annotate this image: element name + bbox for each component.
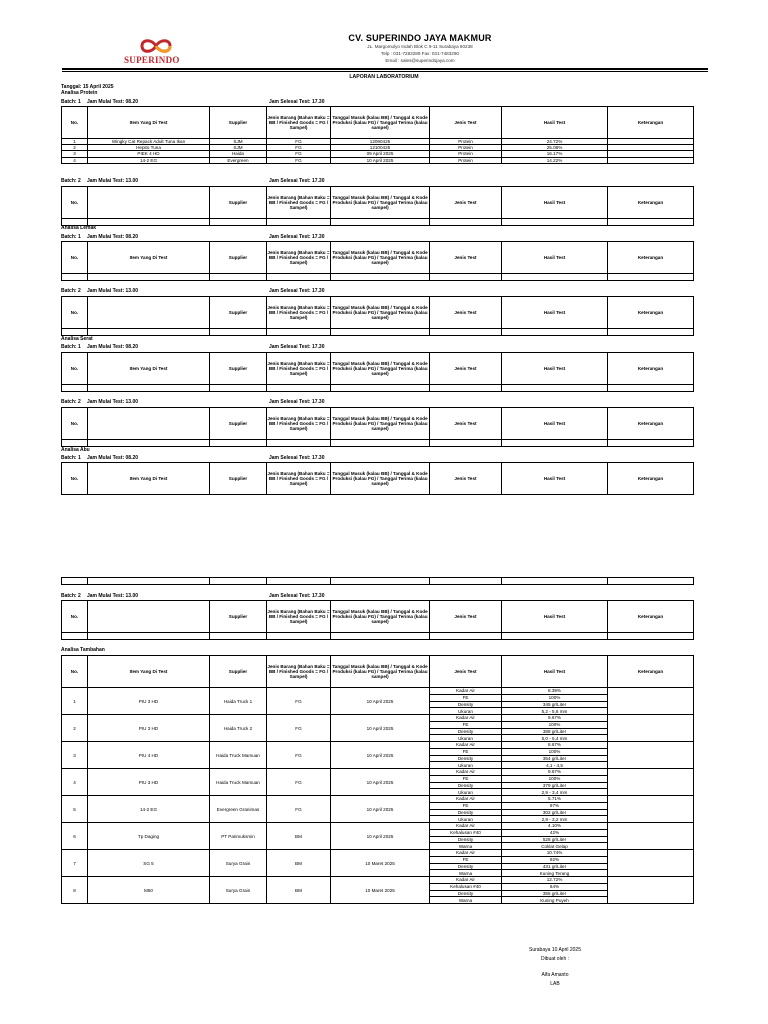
batch-label: Batch: 1 (61, 99, 81, 105)
cell-test: Density (430, 863, 502, 870)
batch-start: Jam Mulai Test: 13.00 (87, 593, 139, 599)
cell-ket (608, 796, 694, 823)
cell-test: FE (430, 802, 502, 809)
cell-supplier: Haida (210, 151, 267, 157)
cell-no: 7 (62, 850, 88, 877)
cell-hasil: 2,9 - 3,4 mm (502, 789, 608, 796)
signature-made-by: Dibuat oleh : (540, 955, 570, 962)
cell-hasil: 2,9 - 3,2 mm (502, 816, 608, 823)
col-jenis-test: Jenis Test (430, 463, 502, 495)
cell-tanggal: 10 Maret 2025 (331, 850, 430, 877)
col-jenis-barang: Jenis Barang (Bahan Baku = BB / Finished Goods = FG / Sampel) (267, 107, 331, 139)
report-title: LAPORAN LABORATORIUM (349, 74, 419, 80)
col-jenis-barang: Jenis Barang (Bahan Baku = BB / Finished Goods = FG / Sampel) (267, 601, 331, 633)
lemak-batch2-table (61, 296, 694, 336)
cell-test: FE (430, 748, 502, 755)
cell-hasil: 97% (502, 802, 608, 809)
header-divider-thin (62, 71, 708, 72)
col-no: No. (62, 656, 88, 688)
empty-row (62, 633, 694, 640)
company-address: JL. Margomulyo Indah Blok C 9-11 Surabaya 60238 (367, 44, 473, 49)
cell-jenis: FG (267, 742, 331, 769)
cell-item: PIU 3 HD (88, 688, 210, 715)
col-hasil-test: Hasil Test (502, 242, 608, 274)
cell-supplier: Surya Grain (210, 877, 267, 904)
cell-hasil: 14.22% (502, 157, 608, 163)
cell-hasil: 25.08% (502, 145, 608, 151)
cell-test: Warna (430, 870, 502, 877)
cell-test: Density (430, 782, 502, 789)
col-jenis-barang: Jenis Barang (Bahan Baku = BB / Finished Goods = FG / Sampel) (267, 187, 331, 219)
col-item: Item Yang Di Test (88, 353, 210, 385)
col-item (88, 601, 210, 633)
cell-jenis: FG (267, 715, 331, 742)
batch-start: Jam Mulai Test: 08.20 (87, 99, 139, 105)
cell-hasil: Coklat Gelap (502, 843, 608, 850)
cell-no: 3 (62, 742, 88, 769)
empty-row (62, 385, 694, 392)
col-hasil-test: Hasil Test (502, 408, 608, 440)
cell-test: FE (430, 694, 502, 701)
company-header (300, 33, 540, 64)
col-keterangan: Keterangan (608, 242, 694, 274)
batch-label: Batch: 2 (61, 178, 81, 184)
cell-test: Kadar Air (430, 796, 502, 803)
abu-batch2-table (61, 600, 694, 640)
cell-hasil: 100% (502, 775, 608, 782)
company-name: CV. SUPERINDO JAYA MAKMUR (348, 33, 492, 43)
cell-no: 1 (62, 688, 88, 715)
cell-tanggal: 09 April 2025 (331, 151, 430, 157)
col-supplier: Supplier (210, 601, 267, 633)
cell-tanggal: 10 April 2025 (331, 769, 430, 796)
cell-hasil: 5.71% (502, 796, 608, 803)
cell-jenis: BM (267, 850, 331, 877)
section-serat: Analisa Serat (61, 336, 93, 342)
col-supplier: Supplier (210, 242, 267, 274)
cell-supplier: Haida Truck 1 (210, 688, 267, 715)
cell-no: 1 (62, 139, 88, 145)
cell-hasil: 379 gr/Liter (502, 782, 608, 789)
table-row (62, 688, 694, 695)
col-no: No. (62, 297, 88, 329)
cell-ket (608, 742, 694, 769)
empty-row (62, 219, 694, 226)
cell-no: 4 (62, 157, 88, 163)
col-jenis-barang: Jenis Barang (Bahan Baku = BB / Finished Goods = FG / Sampel) (267, 242, 331, 274)
col-jenis-barang: Jenis Barang (Bahan Baku = BB / Finished Goods = FG / Sampel) (267, 408, 331, 440)
col-supplier: Supplier (210, 408, 267, 440)
col-no: No. (62, 353, 88, 385)
cell-test: Warna (430, 897, 502, 904)
signature-name: Alfa Amanto (541, 972, 569, 978)
col-no: No. (62, 187, 88, 219)
col-tanggal: Tanggal Masuk (kalau BB) / Tanggal & Kode Produksi (kalau FG) / Tanggal Terima (kalau sampel) (331, 601, 430, 633)
logo-text: SUPERINDO (124, 55, 180, 65)
cell-hasil: 8.39% (502, 688, 608, 695)
cell-test: Protein (430, 139, 502, 145)
batch-end: Jam Selesai Test: 17.30 (269, 455, 325, 461)
cell-hasil: 24.72% (502, 139, 608, 145)
cell-supplier: Haida Truck Mamuan (210, 742, 267, 769)
cell-hasil: 302 gr/Liter (502, 809, 608, 816)
batch-label: Batch: 1 (61, 455, 81, 461)
batch-label: Batch: 2 (61, 399, 81, 405)
cell-tanggal: 12100425 (331, 145, 430, 151)
abu-continuation-table (61, 577, 694, 585)
col-jenis-test: Jenis Test (430, 353, 502, 385)
cell-jenis: BM (267, 823, 331, 850)
cell-tanggal: 10 April 2025 (331, 688, 430, 715)
col-tanggal: Tanggal Masuk (kalau BB) / Tanggal & Kode Produksi (kalau FG) / Tanggal Terima (kalau sampel) (331, 408, 430, 440)
lemak-batch1-table (61, 241, 694, 281)
company-logo (112, 36, 200, 70)
cell-supplier: SJM (210, 139, 267, 145)
col-tanggal: Tanggal Masuk (kalau BB) / Tanggal & Kode Produksi (kalau FG) / Tanggal Terima (kalau sampel) (331, 353, 430, 385)
cell-supplier: Evergreen (210, 157, 267, 163)
cell-hasil: 5,0 - 5,4 mm (502, 735, 608, 742)
cell-tanggal: 10 April 2025 (331, 796, 430, 823)
cell-tanggal: 10 April 2025 (331, 157, 430, 163)
table-row (62, 850, 694, 857)
section-tambahan: Analisa Tambahan (61, 647, 105, 653)
cell-test: Kehalusan #40 (430, 883, 502, 890)
batch-end: Jam Selesai Test: 17.30 (269, 178, 325, 184)
cell-ket (608, 850, 694, 877)
protein-batch1-table (61, 106, 694, 164)
cell-item: PIU 3 HD (88, 769, 210, 796)
cell-hasil: 12.72% (502, 877, 608, 884)
cell-hasil: 528 gr/Liter (502, 836, 608, 843)
col-no: No. (62, 242, 88, 274)
batch-end: Jam Selesai Test: 17.30 (269, 234, 325, 240)
cell-item: 14-2 EG (88, 796, 210, 823)
col-jenis-barang: Jenis Barang (Bahan Baku = BB / Finished Goods = FG / Sampel) (267, 353, 331, 385)
cell-hasil: 9.67% (502, 769, 608, 776)
col-no: No. (62, 107, 88, 139)
col-jenis-barang: Jenis Barang (Bahan Baku = BB / Finished Goods = FG / Sampel) (267, 656, 331, 688)
abu-batch1-table (61, 462, 694, 495)
col-supplier: Supplier (210, 107, 267, 139)
cell-jenis: FG (267, 769, 331, 796)
cell-hasil: 431 gr/Liter (502, 863, 608, 870)
cell-test: Ukuran (430, 762, 502, 769)
cell-no: 5 (62, 796, 88, 823)
cell-no: 4 (62, 769, 88, 796)
col-no: No. (62, 408, 88, 440)
cell-item: SG 5 (88, 850, 210, 877)
company-email: Email : sales@superindojaya.com (385, 58, 455, 63)
batch-start: Jam Mulai Test: 08.20 (87, 455, 139, 461)
cell-no: 8 (62, 877, 88, 904)
cell-test: Kadar Air (430, 715, 502, 722)
cell-test: Protein (430, 145, 502, 151)
batch-start: Jam Mulai Test: 13.00 (87, 178, 139, 184)
cell-hasil: 100% (502, 694, 608, 701)
cell-supplier: Haida Truck Mamuan (210, 769, 267, 796)
cell-test: Ukuran (430, 735, 502, 742)
batch-start: Jam Mulai Test: 13.00 (87, 399, 139, 405)
cell-hasil: 64% (502, 883, 608, 890)
cell-test: Density (430, 755, 502, 762)
cell-hasil: Kuning Puyeh (502, 897, 608, 904)
infinity-logo-icon (112, 36, 200, 56)
col-jenis-test: Jenis Test (430, 601, 502, 633)
col-keterangan: Keterangan (608, 187, 694, 219)
cell-jenis: FG (267, 145, 331, 151)
col-keterangan: Keterangan (608, 656, 694, 688)
cell-hasil: 100% (502, 748, 608, 755)
col-jenis-test: Jenis Test (430, 408, 502, 440)
batch-label: Batch: 2 (61, 288, 81, 294)
cell-no: 3 (62, 151, 88, 157)
signature-dept: LAB (550, 980, 560, 987)
col-keterangan: Keterangan (608, 463, 694, 495)
cell-jenis: FG (267, 139, 331, 145)
cell-supplier: Evergreen Granimas (210, 796, 267, 823)
company-phone: Telp : 031-7283289 Fax: 031-7483290 (381, 51, 459, 56)
col-jenis-test: Jenis Test (430, 656, 502, 688)
cell-supplier: Surya Grain (210, 850, 267, 877)
cell-test: FE (430, 775, 502, 782)
col-item (88, 408, 210, 440)
cell-ket (608, 823, 694, 850)
protein-batch2-table (61, 186, 694, 226)
batch-start: Jam Mulai Test: 08.20 (87, 344, 139, 350)
serat-batch1-table (61, 352, 694, 392)
cell-item: PIU 3 HD (88, 715, 210, 742)
cell-test: Density (430, 809, 502, 816)
cell-test: Kadar Air (430, 742, 502, 749)
cell-item: Hepito Tuna (88, 145, 210, 151)
col-item: Item Yang Di Test (88, 107, 210, 139)
batch-end: Jam Selesai Test: 17.30 (269, 288, 325, 294)
col-keterangan: Keterangan (608, 353, 694, 385)
col-hasil-test: Hasil Test (502, 107, 608, 139)
section-protein: Analisa Protein (61, 90, 98, 96)
batch-end: Jam Selesai Test: 17.30 (269, 99, 325, 105)
cell-test: Kehalusan #40 (430, 829, 502, 836)
col-jenis-barang: Jenis Barang (Bahan Baku = BB / Finished Goods = FG / Sampel) (267, 463, 331, 495)
cell-hasil: 10.74% (502, 850, 608, 857)
col-jenis-test: Jenis Test (430, 187, 502, 219)
col-hasil-test: Hasil Test (502, 297, 608, 329)
col-item: Item Yang Di Test (88, 463, 210, 495)
empty-row (62, 274, 694, 281)
cell-test: Warna (430, 843, 502, 850)
table-row (62, 796, 694, 803)
cell-jenis: BM (267, 877, 331, 904)
cell-supplier: PT Parimuksmin (210, 823, 267, 850)
section-lemak: Analisa Lemak (61, 225, 97, 231)
col-hasil-test: Hasil Test (502, 656, 608, 688)
header-divider (62, 68, 708, 70)
cell-ket (608, 769, 694, 796)
cell-test: Ukuran (430, 708, 502, 715)
batch-end: Jam Selesai Test: 17.30 (269, 344, 325, 350)
cell-hasil: 4.10% (502, 823, 608, 830)
cell-tanggal: 10 Maret 2025 (331, 877, 430, 904)
serat-batch2-table (61, 407, 694, 447)
cell-item: Tp Daging (88, 823, 210, 850)
cell-test: Density (430, 890, 502, 897)
report-date: Tanggal: 15 April 2025 (61, 84, 114, 90)
batch-start: Jam Mulai Test: 13.00 (87, 288, 139, 294)
cell-item: PIEK 4 HD (88, 151, 210, 157)
col-supplier: Supplier (210, 463, 267, 495)
col-no: No. (62, 601, 88, 633)
cell-test: Protein (430, 157, 502, 163)
col-hasil-test: Hasil Test (502, 353, 608, 385)
cell-test: Kadar Air (430, 823, 502, 830)
batch-end: Jam Selesai Test: 17.30 (269, 399, 325, 405)
cell-hasil: 388 gr/Liter (502, 728, 608, 735)
cell-supplier: SJM (210, 145, 267, 151)
table-row (62, 742, 694, 749)
cell-no: 2 (62, 145, 88, 151)
col-hasil-test: Hasil Test (502, 187, 608, 219)
table-row (62, 823, 694, 830)
col-item: Item Yang Di Test (88, 656, 210, 688)
batch-label: Batch: 2 (61, 593, 81, 599)
cell-hasil: 355 gr/Liter (502, 890, 608, 897)
col-supplier: Supplier (210, 297, 267, 329)
empty-row (62, 578, 694, 585)
col-tanggal: Tanggal Masuk (kalau BB) / Tanggal & Kode Produksi (kalau FG) / Tanggal Terima (kalau sampel) (331, 656, 430, 688)
col-supplier: Supplier (210, 187, 267, 219)
cell-test: Kadar Air (430, 769, 502, 776)
cell-hasil: 345 gr/Liter (502, 701, 608, 708)
cell-item: M50 (88, 877, 210, 904)
table-row (62, 877, 694, 884)
cell-tanggal: 10 April 2025 (331, 823, 430, 850)
col-jenis-barang: Jenis Barang (Bahan Baku = BB / Finished Goods = FG / Sampel) (267, 297, 331, 329)
batch-end: Jam Selesai Test: 17.30 (269, 593, 325, 599)
col-hasil-test: Hasil Test (502, 463, 608, 495)
cell-test: Density (430, 728, 502, 735)
col-tanggal: Tanggal Masuk (kalau BB) / Tanggal & Kode Produksi (kalau FG) / Tanggal Terima (kalau sampel) (331, 463, 430, 495)
cell-ket (608, 157, 694, 163)
col-keterangan: Keterangan (608, 297, 694, 329)
cell-hasil: 354 gr/Liter (502, 755, 608, 762)
col-keterangan: Keterangan (608, 601, 694, 633)
table-row (62, 769, 694, 776)
cell-tanggal: 10 April 2025 (331, 742, 430, 769)
cell-test: Ukuran (430, 816, 502, 823)
cell-test: Kadar Air (430, 850, 502, 857)
table-row (62, 157, 694, 163)
signature-block (500, 946, 610, 988)
cell-no: 2 (62, 715, 88, 742)
cell-test: Density (430, 701, 502, 708)
col-keterangan: Keterangan (608, 408, 694, 440)
col-tanggal: Tanggal Masuk (kalau BB) / Tanggal & Kode Produksi (kalau FG) / Tanggal Terima (kalau sampel) (331, 297, 430, 329)
cell-jenis: FG (267, 688, 331, 715)
cell-test: Kadar Air (430, 688, 502, 695)
col-jenis-test: Jenis Test (430, 297, 502, 329)
cell-hasil: Kuning Terang (502, 870, 608, 877)
cell-jenis: FG (267, 157, 331, 163)
col-supplier: Supplier (210, 656, 267, 688)
cell-test: Density (430, 836, 502, 843)
col-tanggal: Tanggal Masuk (kalau BB) / Tanggal & Kode Produksi (kalau FG) / Tanggal Terima (kalau sampel) (331, 242, 430, 274)
empty-row (62, 440, 694, 447)
cell-hasil: 92% (502, 856, 608, 863)
cell-item: 14-2 EG (88, 157, 210, 163)
cell-hasil: 4,1 - 4,5 (502, 762, 608, 769)
col-jenis-test: Jenis Test (430, 242, 502, 274)
col-no: No. (62, 463, 88, 495)
cell-test: Protein (430, 151, 502, 157)
cell-hasil: 16.17% (502, 151, 608, 157)
col-jenis-test: Jenis Test (430, 107, 502, 139)
batch-start: Jam Mulai Test: 08.20 (87, 234, 139, 240)
cell-jenis: FG (267, 796, 331, 823)
cell-test: Kadar Air (430, 877, 502, 884)
col-tanggal: Tanggal Masuk (kalau BB) / Tanggal & Kode Produksi (kalau FG) / Tanggal Terima (kalau sampel) (331, 187, 430, 219)
cell-no: 6 (62, 823, 88, 850)
cell-hasil: 8.67% (502, 742, 608, 749)
cell-test: FE (430, 721, 502, 728)
cell-jenis: FG (267, 151, 331, 157)
cell-tanggal: 10 April 2025 (331, 715, 430, 742)
cell-supplier: Haida Truck 2 (210, 715, 267, 742)
cell-tanggal: 12090425 (331, 139, 430, 145)
col-tanggal: Tanggal Masuk (kalau BB) / Tanggal & Kode Produksi (kalau FG) / Tanggal Terima (kalau sampel) (331, 107, 430, 139)
col-item (88, 187, 210, 219)
signature-place-date: Surabaya 10 April 2025 (529, 947, 581, 953)
table-row (62, 715, 694, 722)
cell-test: FE (430, 856, 502, 863)
cell-ket (608, 688, 694, 715)
col-item: Item Yang Di Test (88, 242, 210, 274)
cell-ket (608, 715, 694, 742)
col-item (88, 297, 210, 329)
empty-row (62, 329, 694, 336)
cell-item: PIU 4 HD (88, 742, 210, 769)
tambahan-table (61, 655, 694, 904)
batch-label: Batch: 1 (61, 344, 81, 350)
cell-hasil: 9.67% (502, 715, 608, 722)
cell-hasil: 100% (502, 721, 608, 728)
cell-hasil: 42% (502, 829, 608, 836)
col-keterangan: Keterangan (608, 107, 694, 139)
section-abu: Analisa Abu (61, 447, 90, 453)
cell-ket (608, 877, 694, 904)
cell-item: Wingky Cat Repack Adult Tuna Ikan (88, 139, 210, 145)
col-hasil-test: Hasil Test (502, 601, 608, 633)
cell-test: Ukuran (430, 789, 502, 796)
batch-label: Batch: 1 (61, 234, 81, 240)
col-supplier: Supplier (210, 353, 267, 385)
cell-hasil: 5,2 - 5,6 mm (502, 708, 608, 715)
